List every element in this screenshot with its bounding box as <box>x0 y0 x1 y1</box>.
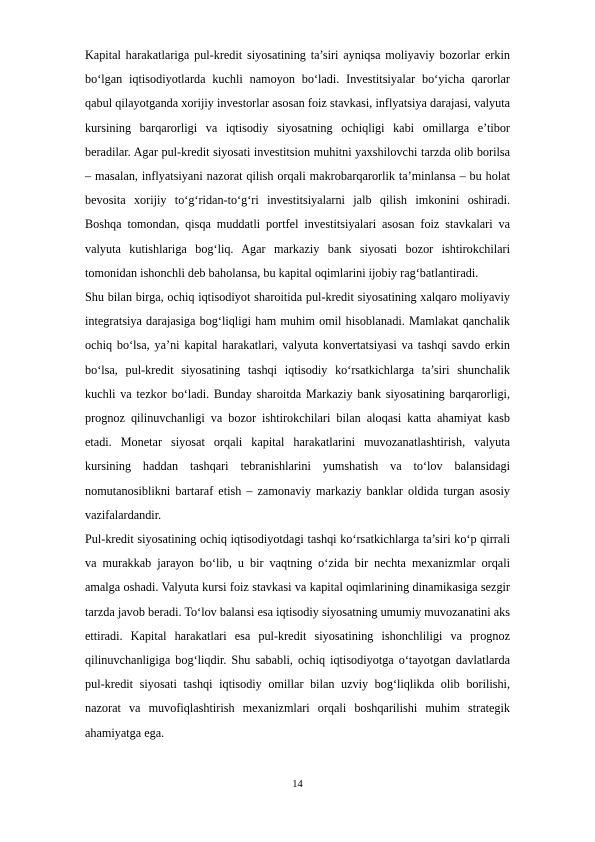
document-page <box>85 43 510 745</box>
paragraph-capital-movements: Kapital harakatlariga pul-kredit siyosatining ta’siri ayniqsa moliyaviy bozorlar erkin bo‘lgan iqtisodiyotlarda kuchli namoyon bo‘ladi. Investitsiyalar bo‘yicha qarorlar qabul qilayotganda xorijiy investorlar asosan foiz stavkasi, inflyatsiya darajasi, valyuta kursining barqarorligi va iqtisodiy siyosatning ochiqligi kabi omillarga e’tibor beradilar. Agar pul-kredit siyosati investitsion muhitni yaxshilovchi tarzda olib borilsa – masalan, inflyatsiyani nazorat qilish orqali makrobarqarorlik ta’minlansa – bu holat bevosita xorijiy to‘g‘ridan-to‘g‘ri investitsiyalarni jalb qilish imkonini oshiradi. Boshqa tomondan, qisqa muddatli portfel investitsiyalari asosan foiz stavkalari va valyuta kutishlariga bog‘liq. Agar markaziy bank siyosati bozor ishtirokchilari tomonidan ishonchli deb baholansa, bu kapital oqimlarini ijobiy rag‘batlantiradi. <box>85 48 510 280</box>
paragraph-open-economy: Shu bilan birga, ochiq iqtisodiyot sharoitida pul-kredit siyosatining xalqaro moliyaviy integratsiya darajasiga bog‘liqligi ham muhim omil hisoblanadi. Mamlakat qanchalik ochiq bo‘lsa, ya’ni kapital harakatlari, valyuta konvertatsiyasi va tashqi savdo erkin bo‘lsa, pul-kredit siyosatining tashqi iqtisodiy ko‘rsatkichlarga ta’siri shunchalik kuchli va tezkor bo‘ladi. Bunday sharoitda Markaziy bank siyosatining barqarorligi, prognoz qilinuvchanligi va bozor ishtirokchilari bilan aloqasi katta ahamiyat kasb etadi. Monetar siyosat orqali kapital harakatlarini muvozanatlashtirish, valyuta kursining haddan tashqari tebranishlarini yumshatish va to‘lov balansidagi nomutanosiblikni bartaraf etish – zamonaviy markaziy banklar oldida turgan asosiy vazifalardandir. <box>85 290 510 522</box>
paragraph-external-indicators: Pul-kredit siyosatining ochiq iqtisodiyotdagi tashqi ko‘rsatkichlarga ta’siri ko‘p qirrali va murakkab jarayon bo‘lib, u bir vaqtning o‘zida bir nechta mexanizmlar orqali amalga oshadi. Valyuta kursi foiz stavkasi va kapital oqimlarining dinamikasiga sezgir tarzda javob beradi. To‘lov balansi esa iqtisodiy siyosatning umumiy muvozanatini aks ettiradi. Kapital harakatlari esa pul-kredit siyosatining ishonchliligi va prognoz qilinuvchanligiga bog‘liqdir. Shu sababli, ochiq iqtisodiyotga o‘tayotgan davlatlarda pul-kredit siyosati tashqi iqtisodiy omillar bilan uzviy bog‘liqlikda olib borilishi, nazorat va muvofiqlashtirish mexanizmlari orqali boshqarilishi muhim strategik ahamiyatga ega. <box>85 532 510 740</box>
page-number: 14 <box>292 779 303 790</box>
